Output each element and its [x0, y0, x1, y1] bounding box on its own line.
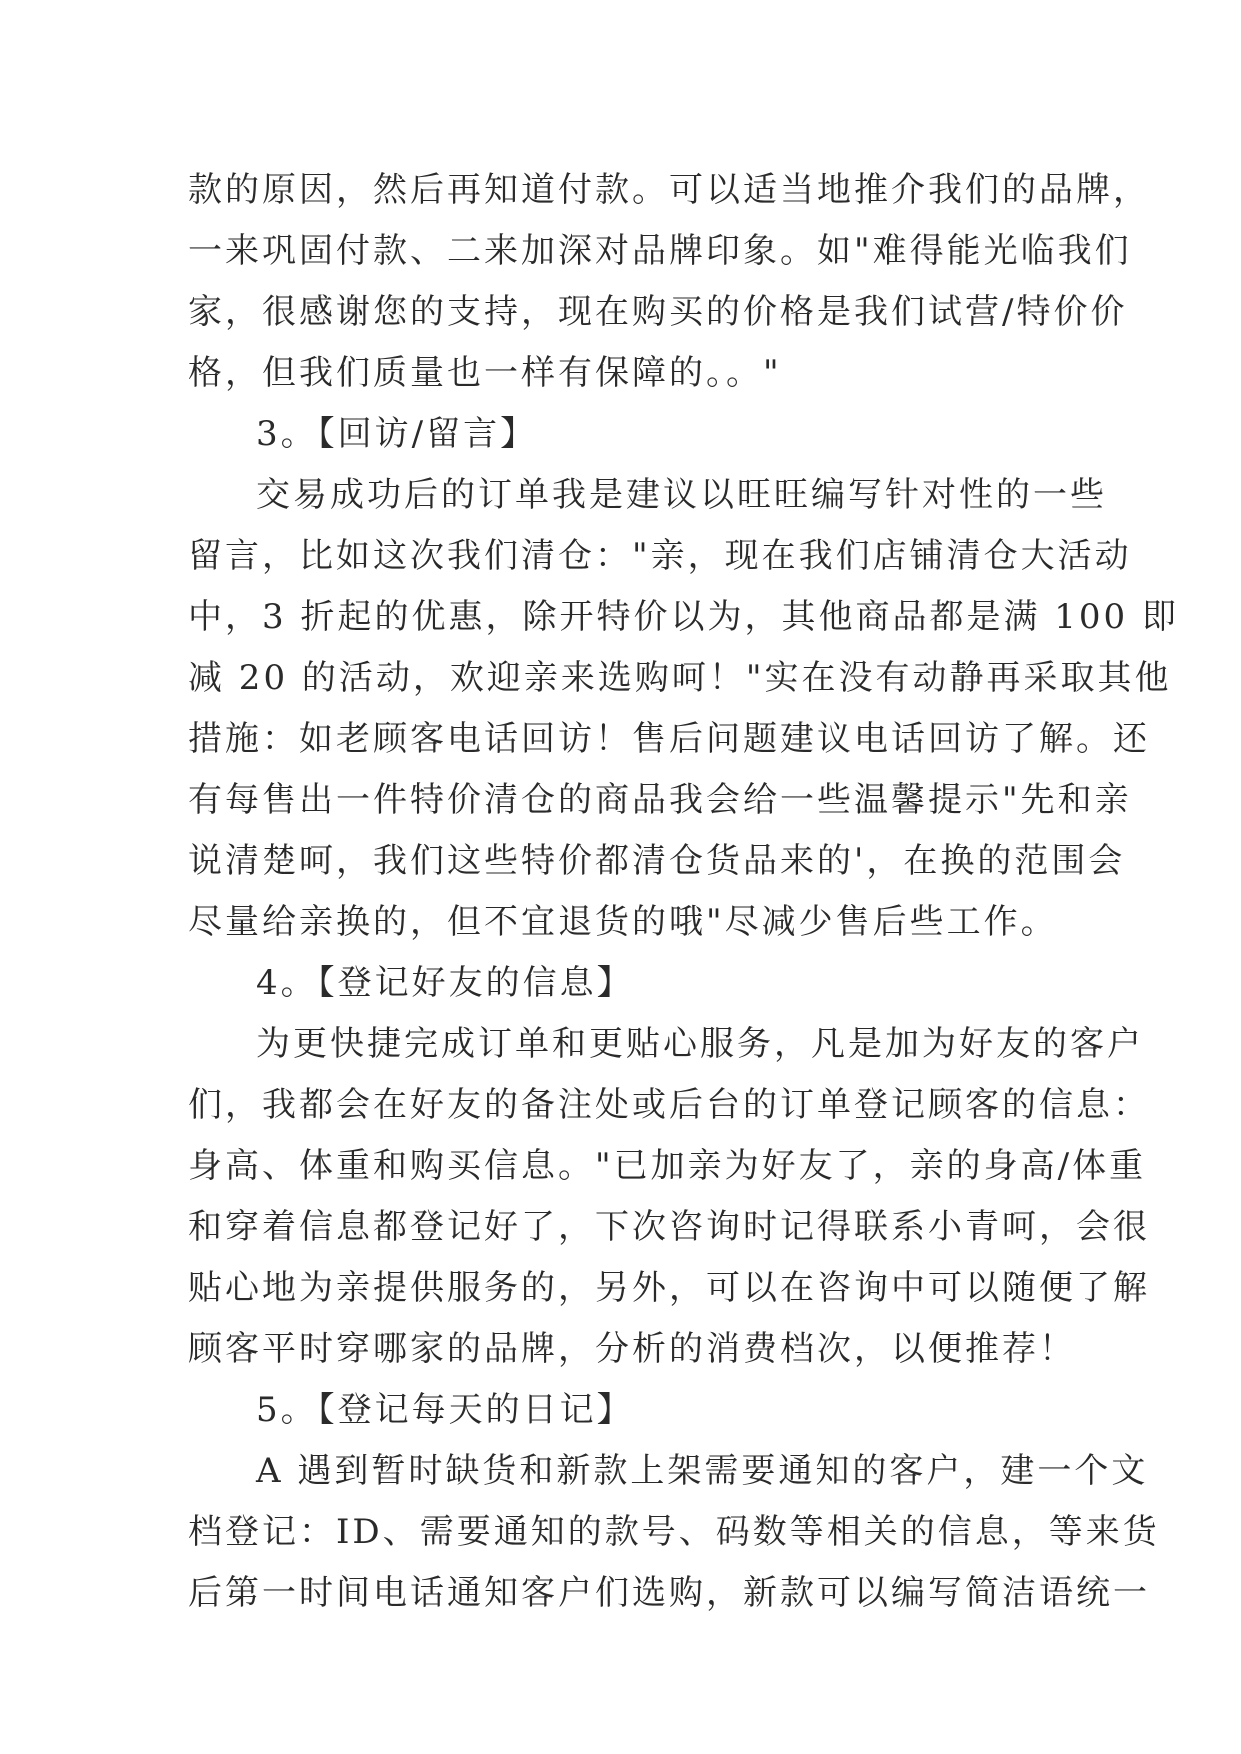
text-line: 留言，比如这次我们清仓："亲，现在我们店铺清仓大活动: [188, 536, 1132, 576]
text-line: 们，我都会在好友的备注处或后台的订单登记顾客的信息：: [188, 1085, 1150, 1125]
section-heading: 3。【回访/留言】: [256, 414, 538, 454]
section-heading: 5。【登记每天的日记】: [256, 1390, 634, 1430]
document-body: [188, 160, 1179, 1624]
text-line: 档登记：ID、需要通知的款号、码数等相关的信息，等来货: [188, 1512, 1160, 1552]
paragraph-first-line: 交易成功后的订单我是建议以旺旺编写针对性的一些: [256, 475, 1107, 515]
text-line: 后第一时间电话通知客户们选购，新款可以编写简洁语统一: [188, 1573, 1150, 1613]
paragraph-first-line: A 遇到暂时缺货和新款上架需要通知的客户，建一个文: [256, 1451, 1149, 1491]
text-line: 格，但我们质量也一样有保障的。。": [188, 353, 782, 393]
text-line: 减 20 的活动，欢迎亲来选购呵！"实在没有动静再采取其他: [188, 658, 1172, 698]
text-line: 和穿着信息都登记好了，下次咨询时记得联系小青呵，会很: [188, 1207, 1150, 1247]
text-line: 一来巩固付款、二来加深对品牌印象。如"难得能光临我们: [188, 231, 1132, 271]
text-line: 家，很感谢您的支持，现在购买的价格是我们试营/特价价: [188, 292, 1128, 332]
section-heading: 4。【登记好友的信息】: [256, 963, 634, 1003]
text-line: 说清楚呵，我们这些特价都清仓货品来的'，在换的范围会: [188, 841, 1126, 881]
text-line: 款的原因，然后再知道付款。可以适当地推介我们的品牌，: [188, 170, 1150, 210]
text-line: 有每售出一件特价清仓的商品我会给一些温馨提示"先和亲: [188, 780, 1132, 820]
text-line: 顾客平时穿哪家的品牌，分析的消费档次，以便推荐！: [188, 1329, 1076, 1369]
text-line: 尽量给亲换的，但不宜退货的哦"尽减少售后些工作。: [188, 902, 1058, 942]
text-line: 贴心地为亲提供服务的，另外，可以在咨询中可以随便了解: [188, 1268, 1150, 1308]
text-line: 中，3 折起的优惠，除开特价以为，其他商品都是满 100 即: [188, 597, 1179, 637]
paragraph-first-line: 为更快捷完成订单和更贴心服务，凡是加为好友的客户: [256, 1024, 1144, 1064]
text-line: 措施：如老顾客电话回访！售后问题建议电话回访了解。还: [188, 719, 1150, 759]
text-line: 身高、体重和购买信息。"已加亲为好友了，亲的身高/体重: [188, 1146, 1147, 1186]
